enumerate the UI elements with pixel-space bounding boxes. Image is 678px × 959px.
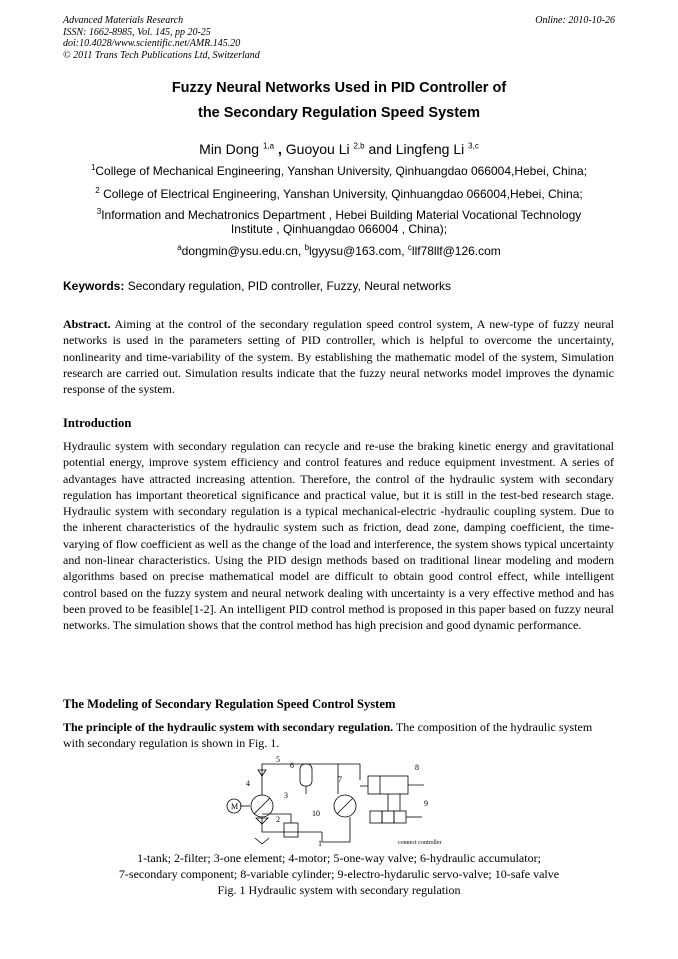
journal-name: Advanced Materials Research [63,15,184,26]
keywords-text: Secondary regulation, PID controller, Fuzzy, Neural networks [124,279,451,293]
author-sup: 3,c [468,141,479,151]
affiliation-text: College of Electrical Engineering, Yanshan University, Qinhuangdao 066004,Hebei, China; [99,187,583,201]
keywords [63,279,451,293]
affiliation-sup: 2 [95,186,100,195]
affiliation-3-cont [0,222,678,236]
label-7: 7 [338,775,342,784]
label-1: 1 [318,839,322,848]
pump-arrow [254,798,270,814]
emails [0,244,678,258]
issn: ISSN: 1662-8985, Vol. 145, pp 20-25 [63,26,211,38]
author-sep: and [364,141,396,157]
connect-controller-label: connect controller [398,840,442,846]
copyright: © 2011 Trans Tech Publications Ltd, Switzerland [63,49,260,61]
safe-valve-symbol [284,823,298,837]
author-sup: 1,a [262,141,275,151]
introduction-text: Hydraulic system with secondary regulation can recycle and re-use the braking kinetic energy and gravitational potential energy, improve system efficiency and control features and reduce equipment investment. A series of advantages have attracted increasing attention. Therefore, the control of the hydraulic system with secondary regulation has important theoretical significance and practical value, but it is still in the test-bed research stage. Hydraulic system with secondary regulation is a typical mechanical-electric -hydraulic coupling system. Due to the inherent characteristics of the hydraulic system such as friction, dead zone, damping coefficient, the time-varying of flow coefficient as well as the change of the load and interference, the system shows typical uncertainty and non-linear characteristics. Using the PID design methods based on traditional linear modeling and modern algorithms based on precise mathematical model are difficult to obtain good control effect, while intelligent control based on the fuzzy system and neural network dealing with uncertainty is a very effective method and has been proved to be feasible[1-2]. An intelligent PID control method is proposed in this paper based on fuzzy neural networks. The simulation shows that the control method has high precision and good dynamic performance. [63,439,614,633]
affiliation-3 [0,208,678,222]
email-sup: c [407,243,412,252]
affiliation-text: College of Mechanical Engineering, Yanshan University, Qinhuangdao 066004,Hebei, China; [95,164,588,178]
paper-title-line1: Fuzzy Neural Networks Used in PID Controller of [171,80,507,96]
modeling-heading: The Modeling of Secondary Regulation Speed Control System [63,697,396,711]
abstract [63,316,614,397]
label-6: 6 [290,761,294,770]
abstract-text: Aiming at the control of the secondary regulation speed control system, A new-type of fuzzy neural networks is used in the parameters setting of PID controller, which is helpful to overcome the uncertainty, nonlinearity and time-variability of the system. By establishing the mathematic model of the system, Simulation research are carried out. Simulation results indicate that the fuzzy neural networks model improves the dynamic response of the system. [63,317,614,397]
figure-legend-2: 7-secondary component; 8-variable cylinder; 9-electro-hydarulic servo-valve; 10-safe valve [118,867,560,881]
author-name: Lingfeng Li [395,141,469,157]
subsection-text: The composition of the hydraulic system with secondary regulation is shown in Fig. 1. [63,720,593,751]
doi: doi:10.4028/www.scientific.net/AMR.145.20 [63,38,241,49]
keywords-label: Keywords: [63,279,125,293]
figure-caption: Fig. 1 Hydraulic system with secondary regulation [217,883,461,897]
motor-label: M [231,802,239,811]
abstract-label: Abstract. [63,317,111,331]
label-9: 9 [424,799,428,808]
author-name: Guoyou Li [285,141,354,157]
variable-cylinder-symbol [368,776,408,794]
affiliation-sup: 3 [96,207,102,216]
label-5: 5 [276,756,280,764]
accumulator-symbol [300,764,312,786]
hydraulic-system-diagram [210,756,450,848]
affiliation-sup: 1 [90,163,96,172]
author-sep: , [274,141,286,157]
subsection-label: The principle of the hydraulic system with secondary regulation. [63,720,394,734]
journal-header [63,15,260,61]
online-date: Online: 2010-10-26 [535,15,615,26]
return-line [262,817,322,832]
affiliation-2 [0,187,678,201]
email-sup: a [177,243,182,252]
author-sup: 2,b [353,141,365,151]
email[interactable]: dongmin@ysu.edu.cn, [181,244,305,258]
email-sup: b [304,243,310,252]
modeling-intro [63,719,614,752]
paper-title-line2: the Secondary Regulation Speed System [197,105,481,121]
servo-valve-symbol [394,811,406,823]
label-8: 8 [415,763,419,772]
introduction-heading: Introduction [63,416,132,430]
email[interactable]: lgyysu@163.com, [309,244,408,258]
tank-symbol [255,838,269,844]
label-2: 2 [276,815,280,824]
affiliation-text: Information and Mechatronics Department , Hebei Building Material Vocational Technology [101,208,582,222]
author-name: Min Dong [199,141,263,157]
affiliation-1 [0,164,678,178]
label-4: 4 [246,779,250,788]
label-3: 3 [284,791,288,800]
figure-legend-1: 1-tank; 2-filter; 3-one element; 4-motor; 5-one-way valve; 6-hydraulic accumulator; [137,851,541,865]
authors [0,141,678,157]
email[interactable]: llf78llf@126.com [411,244,501,258]
label-10: 10 [312,809,320,818]
affiliation-text: Institute , Qinhuangdao 066004 , China); [230,222,448,236]
